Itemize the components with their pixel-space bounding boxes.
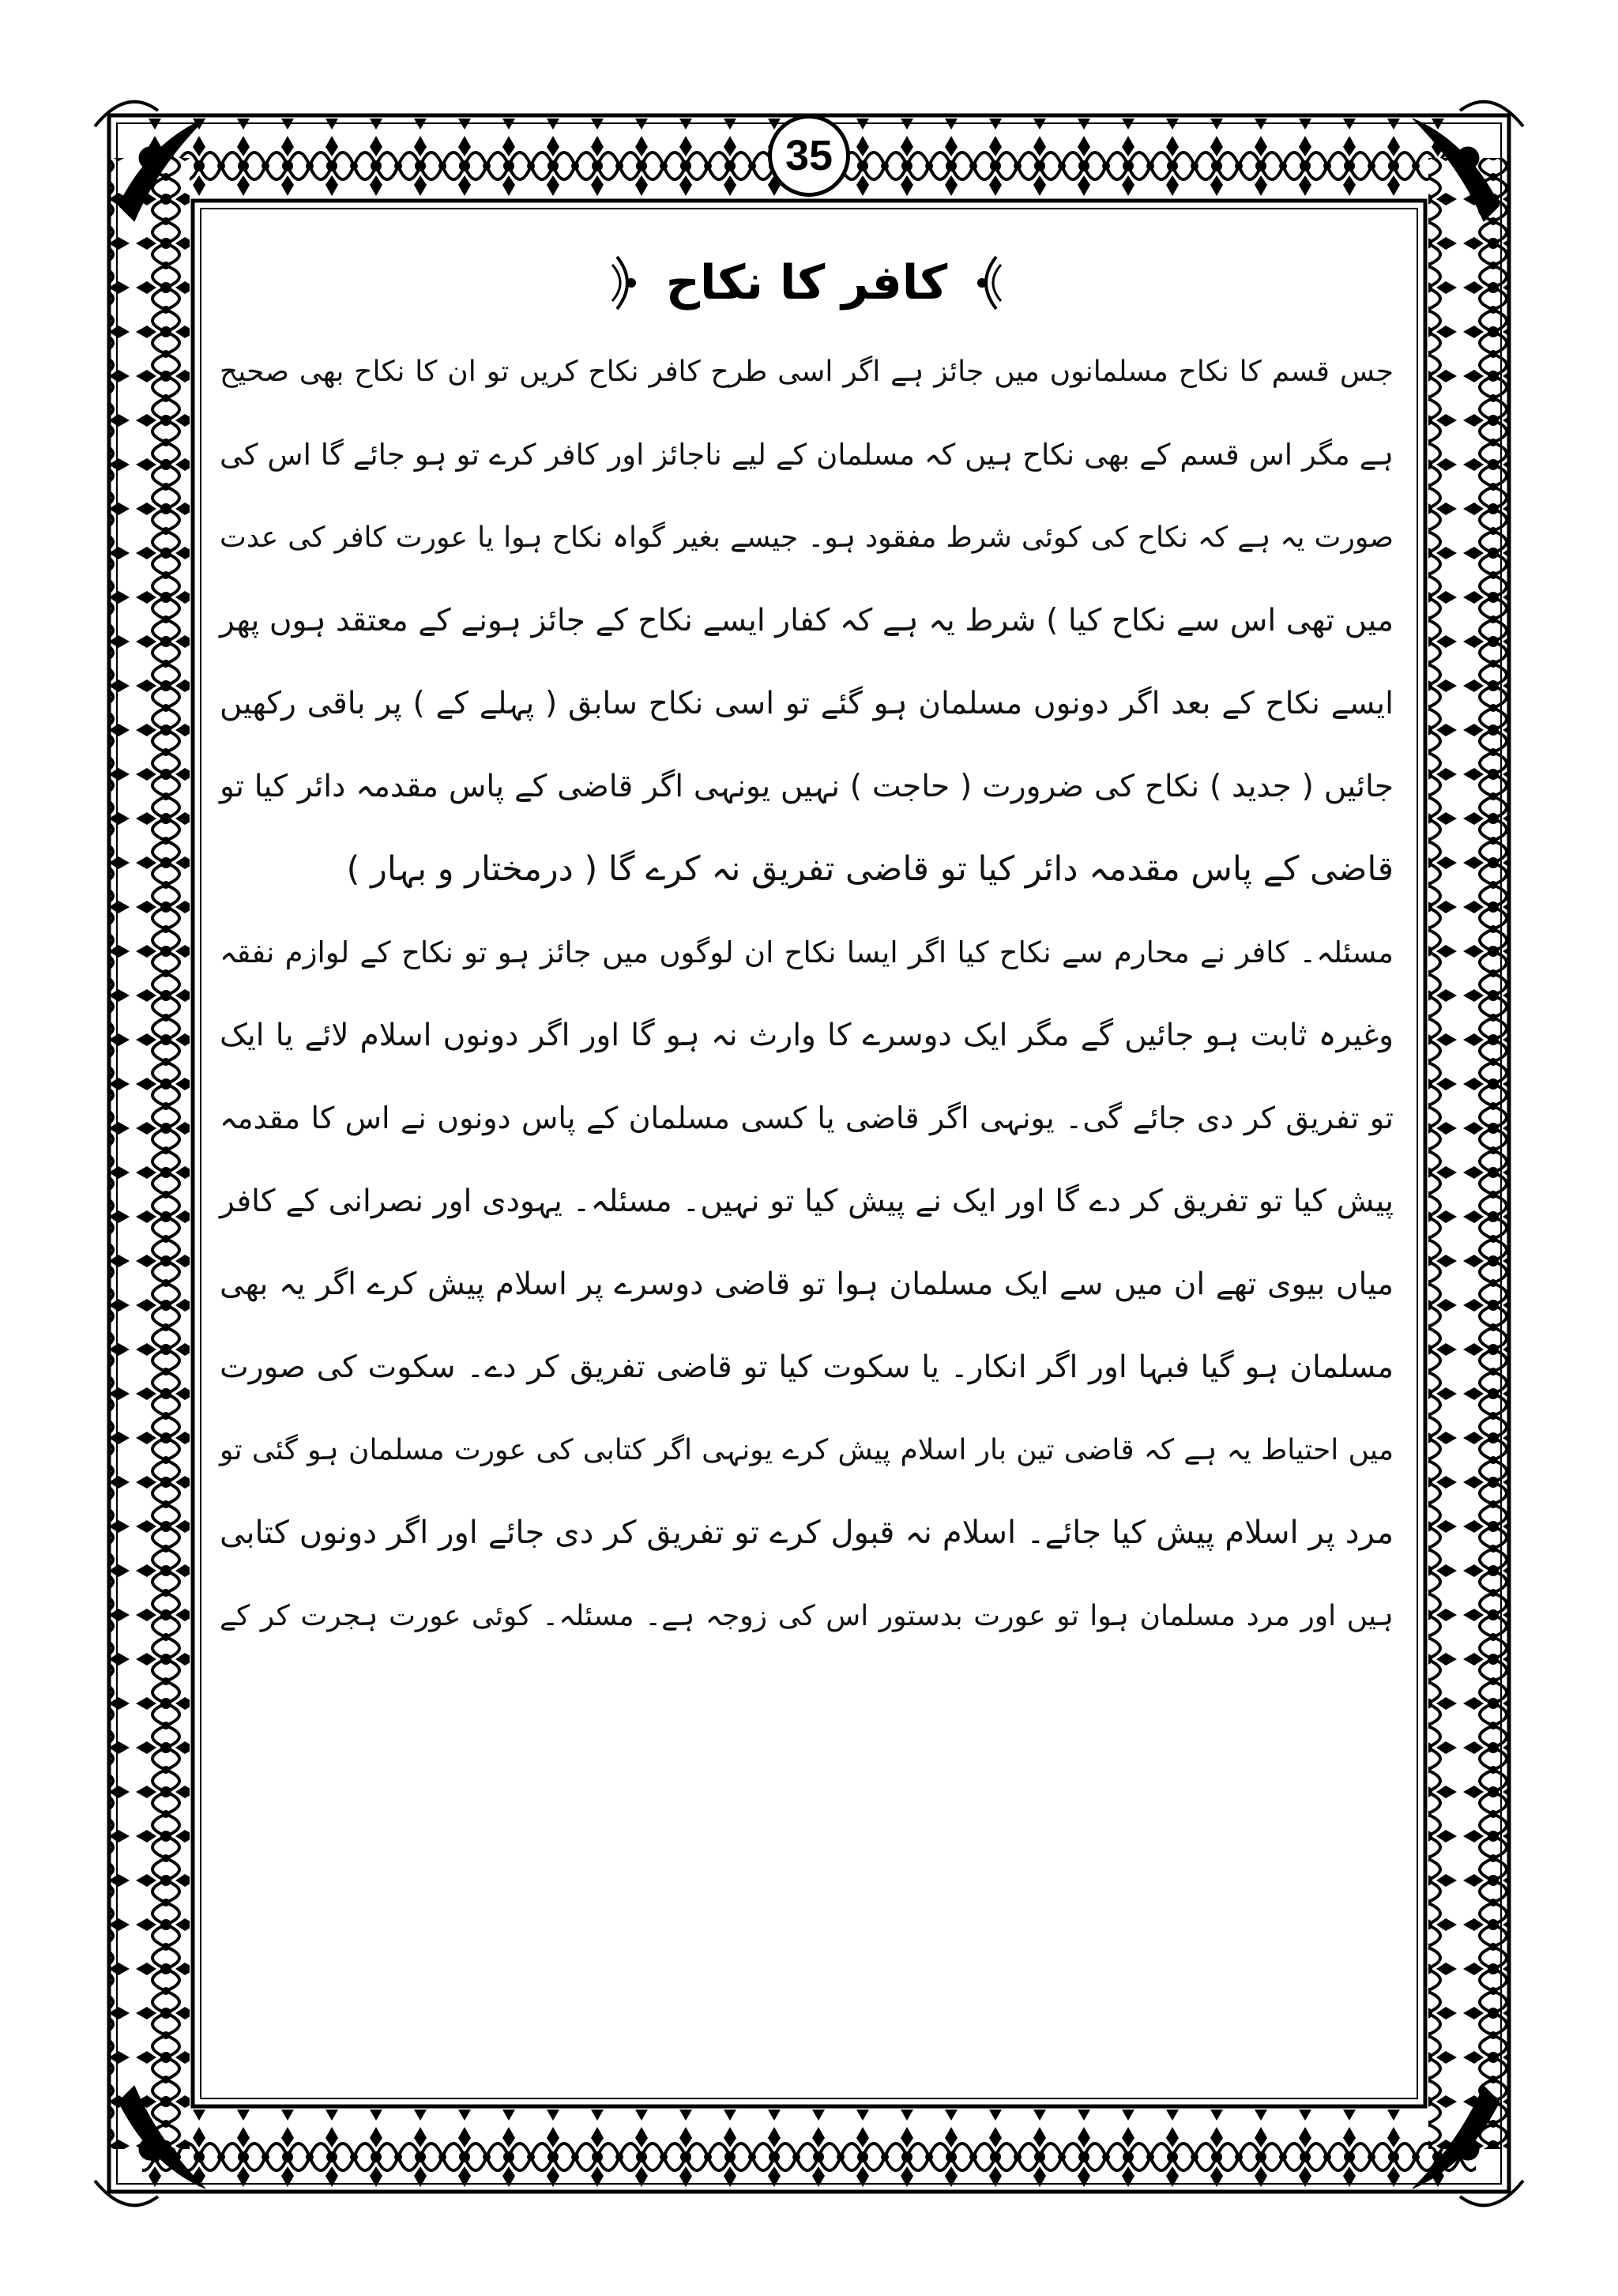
body-line: جس قسم کا نکاح مسلمانوں میں جائز ہے اگر اسی طرح کافر نکاح کریں تو ان کا نکاح بھی صحیح	[220, 356, 1394, 388]
body-line: مرد پر اسلام پیش کیا جائے۔ اسلام نہ قبول کرے تو تفریق کر دی جائے اور اگر دونوں کتابی	[220, 1515, 1394, 1551]
page-content	[220, 235, 1394, 2116]
body-line: تو تفریق کر دی جائے گی۔ یونہی اگر قاضی یا کسی مسلمان کے پاس دونوں نے اس کا مقدمہ	[220, 1101, 1394, 1135]
body-line: مسئلہ۔ کافر نے محارم سے نکاح کیا اگر ایسا نکاح ان لوگوں میں جائز ہو تو نکاح کے لوازم نفقہ	[220, 935, 1394, 969]
ornament-right-icon	[969, 252, 1004, 314]
body-line: جائیں ( جدید ) نکاح کی ضرورت ( حاجت ) نہیں یونہی اگر قاضی کے پاس مقدمہ دائر کیا تو	[220, 769, 1394, 804]
body-line: ایسے نکاح کے بعد اگر دونوں مسلمان ہو گئے تو اسی نکاح سابق ( پہلے کے ) پر باقی رکھیں	[220, 686, 1394, 721]
chapter-heading	[220, 235, 1394, 330]
body-line: میں احتیاط یہ ہے کہ قاضی تین بار اسلام پیش کرے یونہی اگر کتابی کی عورت مسلمان ہو گئی تو	[220, 1434, 1394, 1466]
page-number: 35	[785, 132, 833, 179]
body-line: قاضی کے پاس مقدمہ دائر کیا تو قاضی تفریق نہ کرے گا ( درمختار و بہار )	[346, 849, 1394, 889]
body-line: میاں بیوی تھے ان میں سے ایک مسلمان ہوا تو قاضی دوسرے پر اسلام پیش کرے اگر یہ بھی	[220, 1267, 1394, 1302]
body-line: صورت یہ ہے کہ نکاح کی کوئی شرط مفقود ہو۔ جیسے بغیر گواہ نکاح ہوا یا عورت کافر کی عدت	[220, 521, 1394, 554]
body-line: مسلمان ہو گیا فبہا اور اگر انکار۔ یا سکوت کیا تو قاضی تفریق کر دے۔ سکوت کی صورت	[220, 1349, 1394, 1385]
body-line: ہیں اور مرد مسلمان ہوا تو عورت بدستور اس کی زوجہ ہے۔ مسئلہ۔ کوئی عورت ہجرت کر کے	[220, 1600, 1394, 1632]
body-line: پیش کیا تو تفریق کر دے گا اور ایک نے پیش کیا تو نہیں۔ مسئلہ۔ یہودی اور نصرانی کے کافر	[220, 1184, 1394, 1219]
body-line: وغیرہ ثابت ہو جائیں گے مگر ایک دوسرے کا وارث نہ ہو گا اور اگر دونوں اسلام لائے یا ایک	[220, 1018, 1394, 1053]
page-number-badge	[768, 115, 850, 197]
body-line: ہے مگر اس قسم کے بھی نکاح ہیں کہ مسلمان کے لیے ناجائز اور کافر کرے تو ہو جائے گا اس کی	[220, 438, 1394, 472]
body-text	[220, 330, 1394, 1658]
body-line: میں تھی اس سے نکاح کیا ) شرط یہ ہے کہ کفار ایسے نکاح کے جائز ہونے کے معتقد ہوں پھر	[220, 603, 1394, 638]
chapter-title: کافر کا نکاح	[665, 255, 948, 311]
ornament-left-icon	[609, 252, 644, 314]
